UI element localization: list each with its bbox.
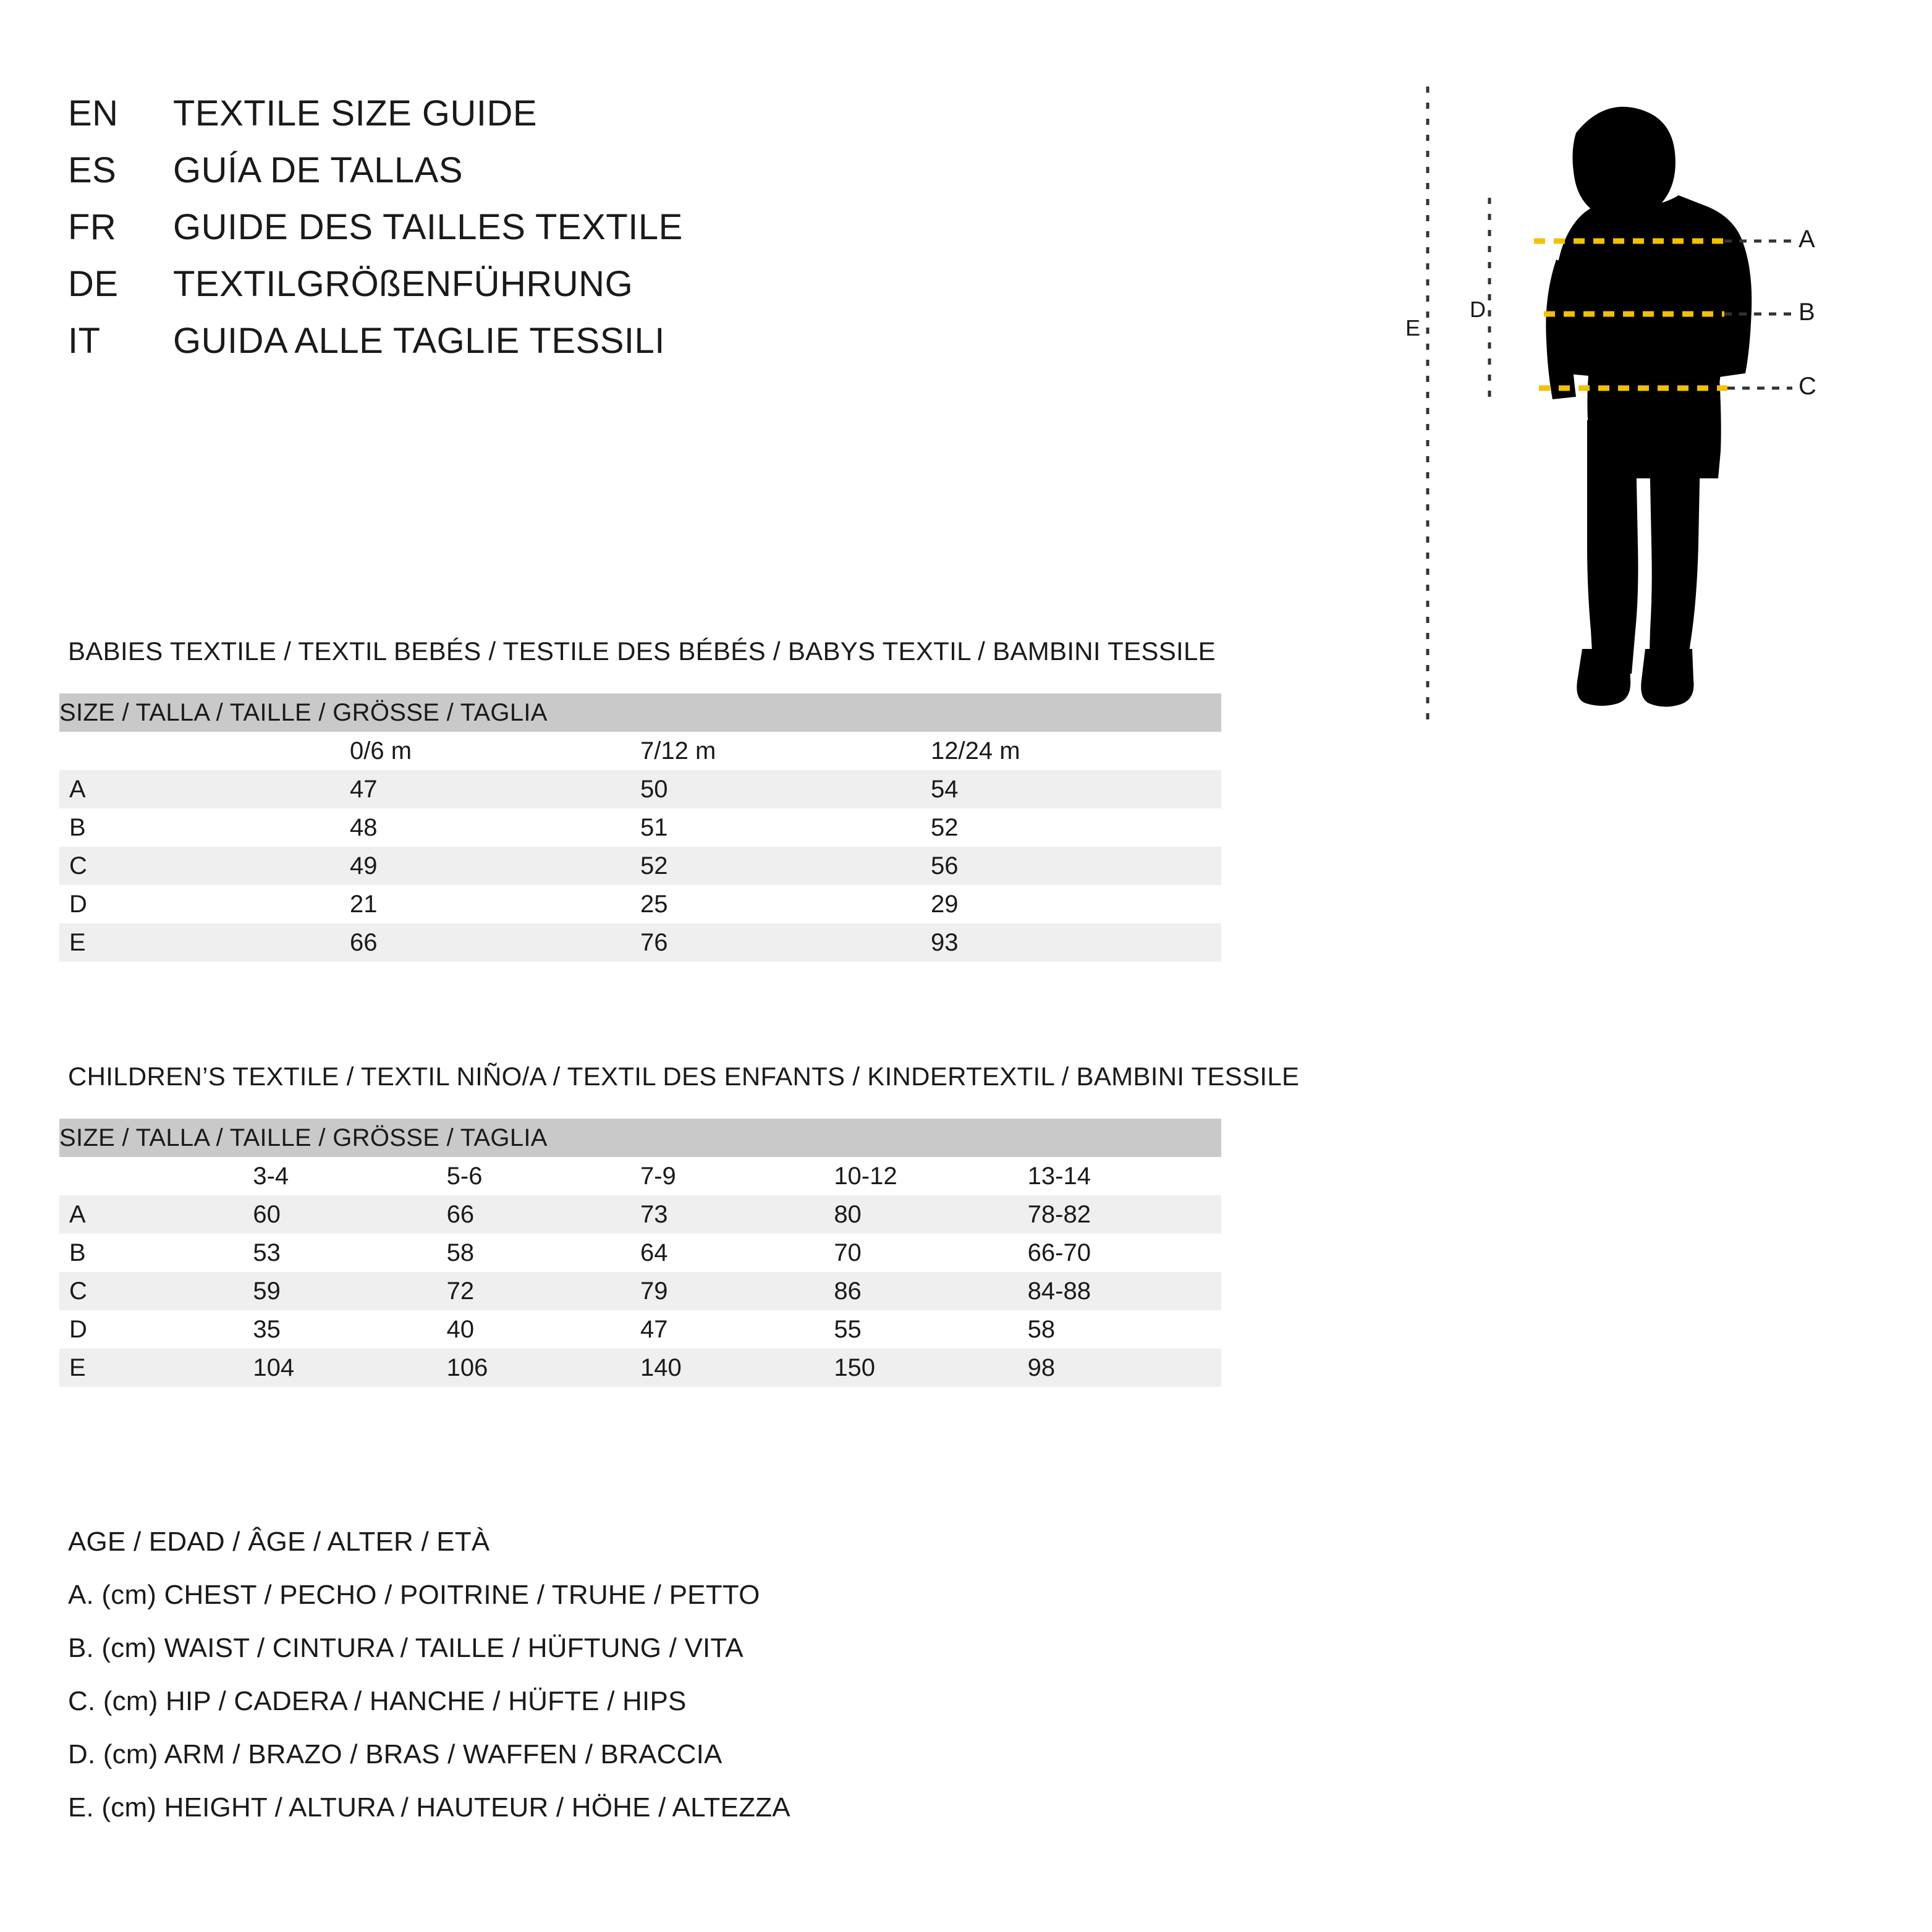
children-e-2: 140 <box>640 1349 834 1387</box>
babies-column-header-row <box>59 732 1221 770</box>
legend-line-arm: D. (cm) ARM / BRAZO / BRAS / WAFFEN / BRACCIA <box>68 1739 722 1769</box>
language-text-es: GUÍA DE TALLAS <box>173 150 464 190</box>
children-a-1: 66 <box>447 1195 640 1234</box>
babies-row-label-a: A <box>59 770 350 808</box>
children-row-label-d: D <box>59 1310 253 1349</box>
marker-label-c: C <box>1799 373 1816 400</box>
babies-c-0: 49 <box>350 847 640 885</box>
legend-line-hip: C. (cm) HIP / CADERA / HANCHE / HÜFTE / HIPS <box>68 1686 687 1716</box>
language-text-de: TEXTILGRÖßENFÜHRUNG <box>173 264 633 304</box>
language-row-es <box>68 150 1180 206</box>
children-row-label-c: C <box>59 1272 253 1310</box>
children-d-4: 58 <box>1028 1310 1221 1349</box>
babies-b-0: 48 <box>350 808 640 847</box>
measurement-figure <box>1391 74 1873 754</box>
children-c-4: 84-88 <box>1028 1272 1221 1310</box>
children-e-0: 104 <box>253 1349 446 1387</box>
children-c-2: 79 <box>640 1272 834 1310</box>
children-d-3: 55 <box>834 1310 1027 1349</box>
babies-b-2: 52 <box>931 808 1221 847</box>
children-b-2: 64 <box>640 1234 834 1272</box>
table-row <box>59 770 1221 808</box>
children-col-0: 3-4 <box>253 1157 446 1195</box>
table-row <box>59 885 1221 923</box>
children-c-3: 86 <box>834 1272 1027 1310</box>
marker-label-d: D <box>1470 297 1486 322</box>
babies-e-2: 93 <box>931 923 1221 962</box>
children-row-label-a: A <box>59 1195 253 1234</box>
children-a-0: 60 <box>253 1195 446 1234</box>
children-c-0: 59 <box>253 1272 446 1310</box>
language-text-it: GUIDA ALLE TAGLIE TESSILI <box>173 321 665 361</box>
babies-col-0: 0/6 m <box>350 732 640 770</box>
children-column-header-row <box>59 1157 1221 1195</box>
children-col-1: 5-6 <box>447 1157 640 1195</box>
children-col-4: 13-14 <box>1028 1157 1221 1195</box>
babies-row-label-d: D <box>59 885 350 923</box>
table-row <box>59 1195 1221 1234</box>
babies-c-1: 52 <box>640 847 931 885</box>
children-b-1: 58 <box>447 1234 640 1272</box>
language-code-fr: FR <box>68 207 117 247</box>
language-code-de: DE <box>68 264 119 304</box>
babies-d-0: 21 <box>350 885 640 923</box>
children-table-wrapper <box>59 1119 1221 1387</box>
table-header-row <box>59 693 1221 732</box>
legend-line-height: E. (cm) HEIGHT / ALTURA / HAUTEUR / HÖHE / ALTEZZA <box>68 1792 790 1823</box>
table-row <box>59 1310 1221 1349</box>
legend-line-waist: B. (cm) WAIST / CINTURA / TAILLE / HÜFTUNG / VITA <box>68 1633 744 1663</box>
language-code-es: ES <box>68 150 117 190</box>
babies-row-label-e: E <box>59 923 350 962</box>
children-row-label-e: E <box>59 1349 253 1387</box>
babies-e-1: 76 <box>640 923 931 962</box>
babies-col-1: 7/12 m <box>640 732 931 770</box>
babies-size-table <box>59 693 1221 962</box>
babies-d-1: 25 <box>640 885 931 923</box>
language-code-it: IT <box>68 321 101 361</box>
babies-section-title: BABIES TEXTILE / TEXTIL BEBÉS / TESTILE DES BÉBÉS / BABYS TEXTIL / BAMBINI TESSILE <box>68 637 1216 666</box>
language-code-en: EN <box>68 93 119 133</box>
language-title-list <box>68 93 1180 377</box>
children-col-2: 7-9 <box>640 1157 834 1195</box>
children-section-title: CHILDREN’S TEXTILE / TEXTIL NIÑO/A / TEXTIL DES ENFANTS / KINDERTEXTIL / BAMBINI TESSILE <box>68 1062 1300 1091</box>
child-silhouette <box>1546 107 1752 707</box>
table-row <box>59 923 1221 962</box>
marker-label-a: A <box>1799 226 1815 253</box>
babies-e-0: 66 <box>350 923 640 962</box>
babies-c-2: 56 <box>931 847 1221 885</box>
legend-line-chest: A. (cm) CHEST / PECHO / POITRINE / TRUHE / PETTO <box>68 1580 760 1610</box>
language-row-fr <box>68 206 1180 263</box>
babies-table-header: SIZE / TALLA / TAILLE / GRÖSSE / TAGLIA <box>59 693 1221 732</box>
babies-row-label-c: C <box>59 847 350 885</box>
children-a-3: 80 <box>834 1195 1027 1234</box>
babies-table-wrapper <box>59 693 1221 962</box>
babies-a-2: 54 <box>931 770 1221 808</box>
legend-line-age: AGE / EDAD / ÂGE / ALTER / ETÀ <box>68 1527 490 1557</box>
table-row <box>59 808 1221 847</box>
marker-label-e: E <box>1405 315 1421 341</box>
children-b-0: 53 <box>253 1234 446 1272</box>
table-row <box>59 1272 1221 1310</box>
children-e-4: 98 <box>1028 1349 1221 1387</box>
children-size-table <box>59 1119 1221 1387</box>
children-b-3: 70 <box>834 1234 1027 1272</box>
children-a-4: 78-82 <box>1028 1195 1221 1234</box>
babies-col-2: 12/24 m <box>931 732 1221 770</box>
babies-row-label-b: B <box>59 808 350 847</box>
corner-cell <box>59 732 350 770</box>
measurement-legend <box>68 1527 1304 1845</box>
children-row-label-b: B <box>59 1234 253 1272</box>
children-a-2: 73 <box>640 1195 834 1234</box>
children-d-0: 35 <box>253 1310 446 1349</box>
children-c-1: 72 <box>447 1272 640 1310</box>
babies-b-1: 51 <box>640 808 931 847</box>
table-row <box>59 1349 1221 1387</box>
children-e-3: 150 <box>834 1349 1027 1387</box>
language-text-en: TEXTILE SIZE GUIDE <box>173 93 538 133</box>
children-table-header: SIZE / TALLA / TAILLE / GRÖSSE / TAGLIA <box>59 1119 1221 1157</box>
children-b-4: 66-70 <box>1028 1234 1221 1272</box>
table-header-row <box>59 1119 1221 1157</box>
language-row-it <box>68 320 1180 377</box>
children-d-1: 40 <box>447 1310 640 1349</box>
children-col-3: 10-12 <box>834 1157 1027 1195</box>
corner-cell <box>59 1157 253 1195</box>
table-row <box>59 1234 1221 1272</box>
language-text-fr: GUIDE DES TAILLES TEXTILE <box>173 207 683 247</box>
language-row-de <box>68 263 1180 320</box>
language-row-en <box>68 93 1180 150</box>
table-row <box>59 847 1221 885</box>
marker-label-b: B <box>1799 299 1815 326</box>
babies-a-0: 47 <box>350 770 640 808</box>
babies-a-1: 50 <box>640 770 931 808</box>
babies-d-2: 29 <box>931 885 1221 923</box>
children-e-1: 106 <box>447 1349 640 1387</box>
children-d-2: 47 <box>640 1310 834 1349</box>
